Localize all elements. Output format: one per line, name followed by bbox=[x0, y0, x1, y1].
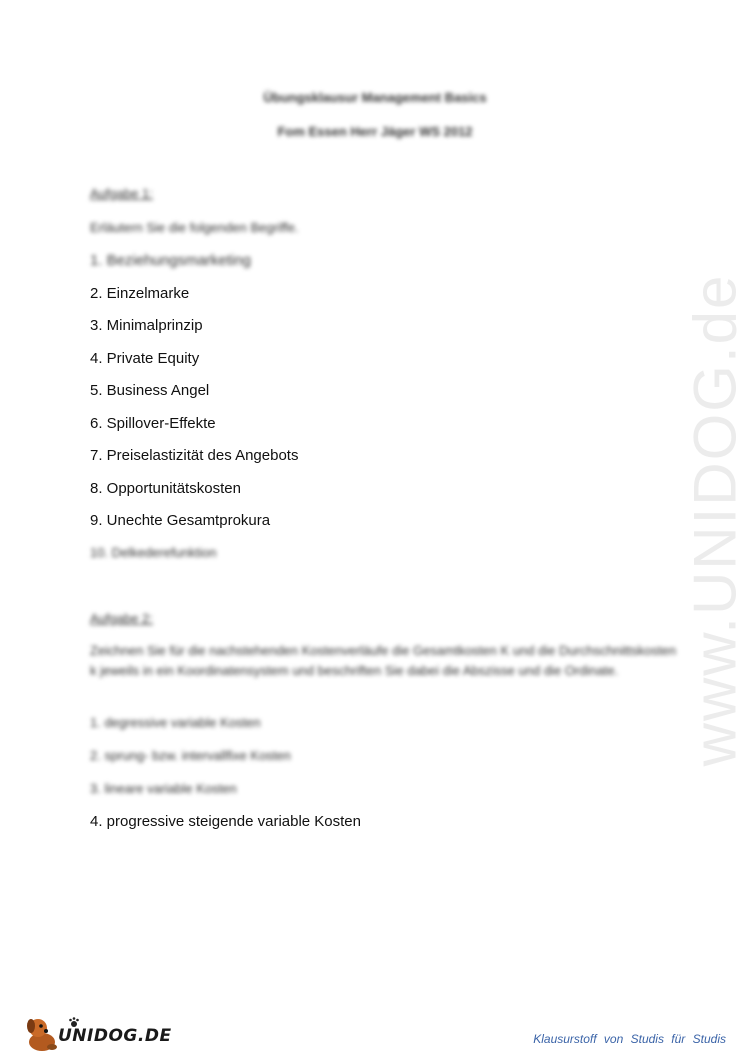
aufgabe1-heading: Aufgabe 1: bbox=[90, 186, 153, 201]
list-item: 5. Business Angel bbox=[90, 382, 210, 399]
aufgabe2-heading: Aufgabe 2: bbox=[90, 611, 153, 626]
list-item: 9. Unechte Gesamtprokura bbox=[90, 512, 271, 529]
aufgabe2-intro: Zeichnen Sie für die nachstehenden Kostenverläufe die Gesamtkosten K und die Durchschnittskosten k jeweils in ein Koordinatensystem und beschriften Sie dabei die Abszisse und die Ordinate. bbox=[90, 643, 677, 678]
list-item: 1. Beziehungsmarketing bbox=[90, 252, 251, 269]
list-item: 3. lineare variable Kosten bbox=[90, 781, 237, 796]
brand-name: UNIDOG.DE bbox=[58, 1026, 172, 1046]
document-subtitle: Fom Essen Herr Jäger WS 2012 bbox=[277, 124, 473, 139]
watermark-text: www.UNIDOG.de bbox=[681, 273, 749, 767]
list-item: 1. degressive variable Kosten bbox=[90, 715, 261, 730]
list-item: 2. Einzelmarke bbox=[90, 285, 190, 302]
list-item: 4. Private Equity bbox=[90, 350, 200, 367]
list-item: 8. Opportunitätskosten bbox=[90, 480, 241, 497]
list-item: 10. Delkederefunktion bbox=[90, 545, 217, 560]
dog-mascot-icon bbox=[22, 1014, 62, 1054]
unidog-logo[interactable] bbox=[22, 1014, 172, 1054]
list-item: 7. Preiselastizität des Angebots bbox=[90, 447, 299, 464]
list-item: 3. Minimalprinzip bbox=[90, 317, 203, 334]
list-item: 2. sprung- bzw. intervallfixe Kosten bbox=[90, 748, 291, 763]
list-item: 6. Spillover-Effekte bbox=[90, 415, 216, 432]
list-item: 4. progressive steigende variable Kosten bbox=[90, 813, 361, 830]
aufgabe1-intro: Erläutern Sie die folgenden Begriffe. bbox=[90, 220, 299, 235]
document-title: Übungsklausur Management Basics bbox=[263, 90, 487, 105]
footer-tagline: Klausurstoff von Studis für Studis bbox=[533, 1032, 726, 1046]
